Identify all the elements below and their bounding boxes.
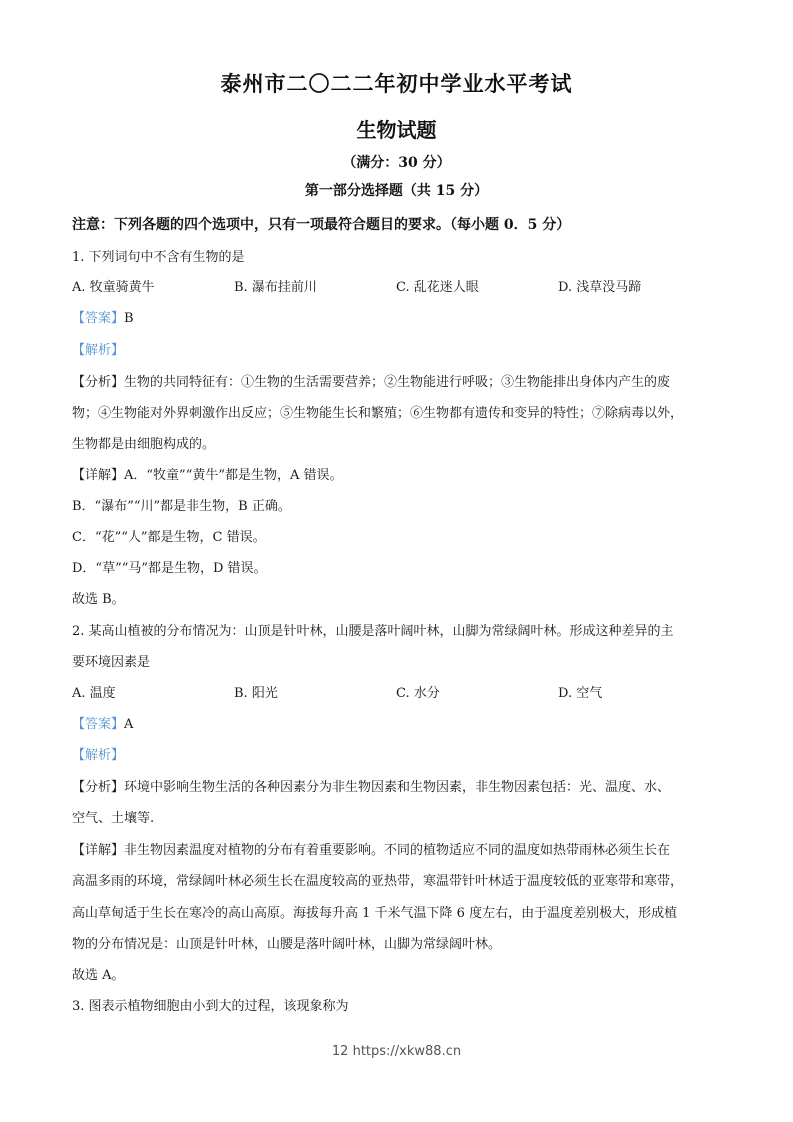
q1-answer-row [72,307,134,326]
explain-label: 【解析】 [72,343,125,358]
q1-option-d: D. 浅草没马蹄 [558,280,642,295]
q2-detail-line-2: 高温多雨的环境，常绿阔叶林必须生长在温度较高的亚热带，寒温带针叶林适于温度较低的亚寒带和寒带， [72,874,684,889]
full-score: （满分：30 分） [342,155,451,171]
q2-stem-line-2: 要环境因素是 [72,655,151,670]
q1-option-c: C. 乱花迷人眼 [396,280,479,295]
q2-option-c: C. 水分 [396,686,440,701]
answer-label: 【答案】 [72,311,125,326]
q2-option-d: D. 空气 [558,686,603,701]
detail-label: 【详解】 [72,468,125,483]
q2-analysis-line-1 [72,776,670,795]
q1-analysis-line-2: 物；④生物能对外界刺激作出反应；⑤生物能生长和繁殖；⑥生物都有遗传和变异的特性；⑦除病毒以外， [72,406,684,421]
q2-detail-line-1 [72,839,670,858]
page-footer: 12 https://xkw88.cn [331,1044,462,1059]
explain-label: 【解析】 [72,748,125,763]
q1-option-b: B. 瀑布挂前川 [234,280,317,295]
q1-analysis-line-3: 生物都是由细胞构成的。 [72,437,216,452]
section-heading: 第一部分选择题（共 15 分） [304,183,489,199]
q1-explain-row [72,339,124,358]
instructions-note: 注意：下列各题的四个选项中，只有一项最符合题目的要求。（每小题 0．5 分） [72,217,571,233]
q1-detail-line-4: D．“草”“马”都是生物，D 错误。 [72,561,267,576]
q1-stem: 1. 下列词句中不含有生物的是 [72,250,245,265]
analysis-label: 【分析】 [72,780,125,795]
q2-explain-row [72,744,124,763]
q2-analysis-line-2: 空气、土壤等. [72,811,155,826]
analysis-label: 【分析】 [72,375,125,390]
q1-detail-line-2: B．“瀑布”“川”都是非生物，B 正确。 [72,499,291,514]
q2-answer-row [72,713,133,732]
q1-analysis-text-1: 生物的共同特征有：①生物的生活需要营养；②生物能进行呼吸；③生物能排出身体内产生的废 [124,375,671,390]
q2-option-a: A. 温度 [72,686,116,701]
q1-analysis-line-1 [72,371,670,390]
q1-answer: B [124,311,134,326]
q2-detail-text-1: 非生物因素温度对植物的分布有着重要影响。不同的植物适应不同的温度如热带雨林必须生长在 [124,843,671,858]
detail-label: 【详解】 [72,843,125,858]
q1-option-a: A. 牧童骑黄牛 [72,280,155,295]
q2-conclusion: 故选 A。 [72,968,125,983]
exam-title: 泰州市二〇二二年初中学业水平考试 [220,71,573,96]
q1-detail-line-3: C．“花”“人”都是生物，C 错误。 [72,530,266,545]
q1-detail-line-1 [72,464,343,483]
q1-detail-text-1: A．“牧童”“黄牛”都是生物，A 错误。 [124,468,343,483]
q3-stem: 3. 图表示植物细胞由小到大的过程，该现象称为 [72,999,349,1014]
q2-analysis-text-1: 环境中影响生物生活的各种因素分为非生物因素和生物因素，非生物因素包括：光、温度、水、 [124,780,671,795]
q2-detail-line-4: 物的分布情况是：山顶是针叶林，山腰是落叶阔叶林，山脚为常绿阔叶林。 [72,937,502,952]
q2-option-b: B. 阳光 [234,686,278,701]
exam-subtitle: 生物试题 [356,118,437,142]
q2-answer: A [124,717,134,732]
q2-stem-line-1: 2. 某高山植被的分布情况为：山顶是针叶林，山腰是落叶阔叶林，山脚为常绿阔叶林。形成这种差异的主 [72,624,674,639]
q1-conclusion: 故选 B。 [72,592,125,607]
answer-label: 【答案】 [72,717,125,732]
q2-detail-line-3: 高山草甸适于生长在寒冷的高山高原。海拔每升高 1 千米气温下降 6 度左右，由于温度差别极大，形成植 [72,906,678,921]
